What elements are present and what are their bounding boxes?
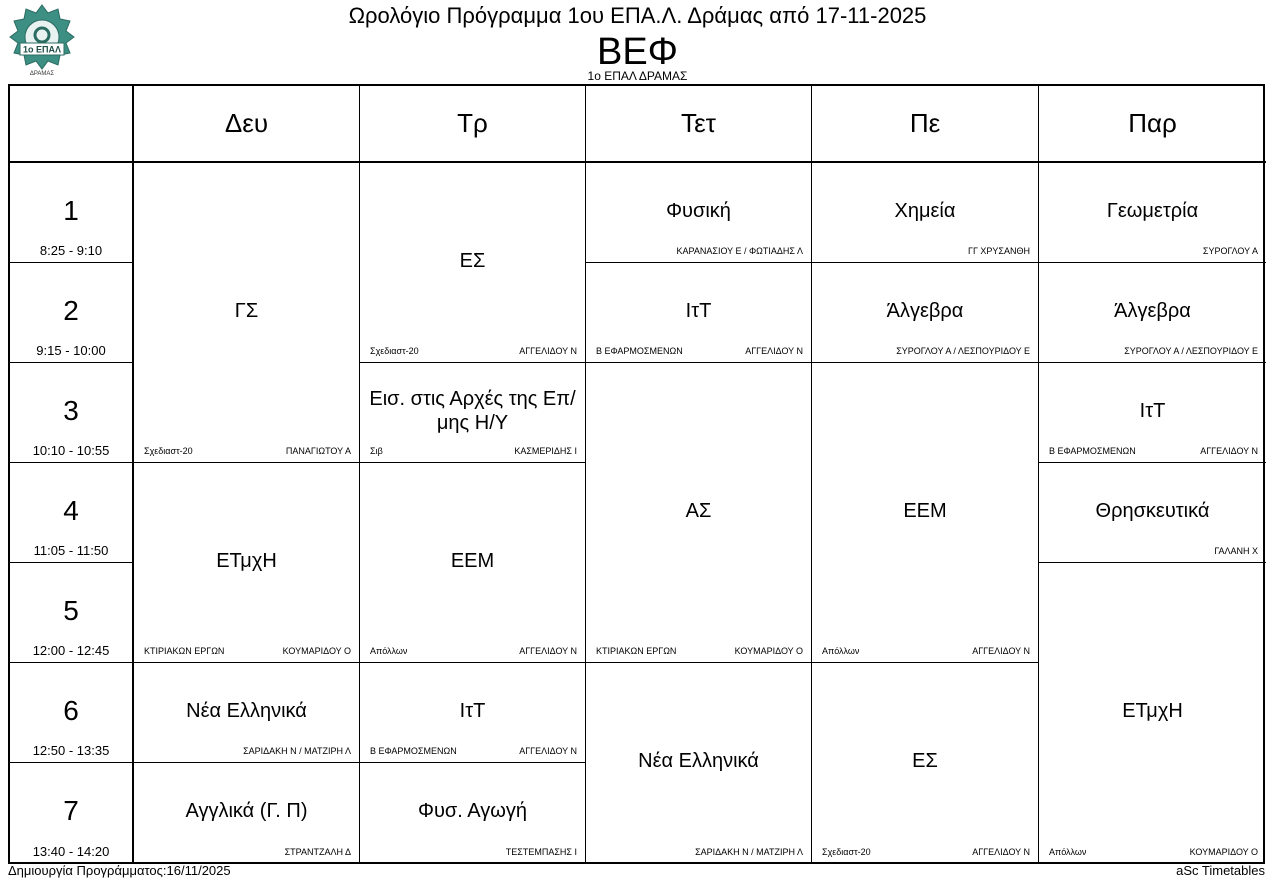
lesson-subject: Γεωμετρία — [1106, 200, 1199, 222]
lesson-card — [1039, 163, 1266, 263]
lesson-card — [134, 463, 360, 663]
lesson-room: Απόλλων — [370, 646, 408, 656]
period-number: 7 — [63, 795, 79, 826]
period-cell — [10, 463, 134, 563]
lesson-subject: ΕΤμχΗ — [216, 550, 277, 572]
lesson-teacher: ΑΓΓΕΛΙΔΟΥ Ν — [519, 646, 577, 656]
lesson-room: Σχεδιαστ-20 — [144, 446, 193, 456]
lesson-teacher: ΚΟΥΜΑΡΙΔΟΥ Ο — [734, 646, 803, 656]
day-header: Τρ — [360, 86, 586, 163]
lesson-teacher: ΚΑΡΑΝΑΣΙΟΥ Ε / ΦΩΤΙΑΔΗΣ Λ — [676, 246, 803, 256]
lesson-subject: Άλγεβρα — [886, 300, 964, 322]
lesson-card — [134, 663, 360, 763]
lesson-card — [1039, 463, 1266, 563]
period-time: 8:25 - 9:10 — [39, 243, 103, 258]
period-number: 3 — [63, 395, 79, 426]
period-cell — [10, 163, 134, 263]
lesson-card — [812, 663, 1039, 863]
lesson-teacher: ΚΟΥΜΑΡΙΔΟΥ Ο — [1189, 847, 1258, 857]
period-cell — [10, 763, 134, 863]
lesson-card — [360, 463, 586, 663]
lesson-teacher: ΑΓΓΕΛΙΔΟΥ Ν — [972, 847, 1030, 857]
lesson-teacher: ΚΑΣΜΕΡΙΔΗΣ Ι — [514, 446, 577, 456]
software-credit: aSc Timetables — [1176, 863, 1265, 878]
lesson-card — [134, 163, 360, 463]
day-header: Τετ — [586, 86, 812, 163]
lesson-subject: ΕΕΜ — [450, 550, 495, 572]
school-name: 1ο ΕΠΑΛ ΔΡΑΜΑΣ — [587, 69, 688, 83]
period-number: 6 — [63, 695, 79, 726]
lesson-card — [360, 763, 586, 863]
created-date: Δημιουργία Προγράμματος:16/11/2025 — [8, 863, 231, 878]
period-time: 11:05 - 11:50 — [33, 543, 109, 558]
lesson-subject: Νέα Ελληνικά — [638, 750, 759, 772]
lesson-card — [360, 163, 586, 363]
lesson-subject: Νέα Ελληνικά — [186, 700, 307, 722]
lesson-room: Σιβ — [370, 446, 383, 456]
period-number: 1 — [63, 195, 79, 226]
lesson-subject: Φυσική — [666, 200, 731, 222]
lesson-subject: Αγγλικά (Γ. Π) — [185, 800, 308, 822]
lesson-room: Απόλλων — [822, 646, 860, 656]
lesson-room: ΚΤΙΡΙΑΚΩΝ ΕΡΓΩΝ — [144, 646, 225, 656]
lesson-subject: Χημεία — [894, 200, 956, 222]
lesson-card — [1039, 363, 1266, 463]
lesson-room: Σχεδιαστ-20 — [822, 847, 871, 857]
lesson-card — [812, 263, 1039, 363]
lesson-card — [1039, 263, 1266, 363]
timetable-title: Ωρολόγιο Πρόγραμμα 1ου ΕΠΑ.Λ. Δράμας από 17-11-2025 — [348, 3, 927, 28]
lesson-subject: ΑΣ — [685, 500, 712, 522]
lesson-teacher: ΓΑΛΑΝΗ Χ — [1214, 546, 1258, 556]
lesson-card — [586, 663, 812, 863]
period-time: 12:50 - 13:35 — [32, 743, 110, 758]
lesson-card — [812, 363, 1039, 663]
lesson-teacher: ΣΥΡΟΓΛΟΥ Α — [1202, 246, 1258, 256]
period-cell — [10, 663, 134, 763]
lesson-subject: ΓΣ — [234, 300, 259, 322]
lesson-teacher: ΤΕΣΤΕΜΠΑΣΗΣ Ι — [505, 847, 577, 857]
day-header: Πε — [812, 86, 1039, 163]
svg-text:ΔΡΑΜΑΣ: ΔΡΑΜΑΣ — [29, 71, 55, 77]
lesson-card — [1039, 563, 1266, 863]
lesson-teacher: ΠΑΝΑΓΙΩΤΟΥ Α — [285, 446, 351, 456]
period-time: 12:00 - 12:45 — [32, 643, 110, 658]
lesson-teacher: ΓΓ ΧΡΥΣΑΝΘΗ — [968, 246, 1030, 256]
lesson-subject: ΙτΤ — [1139, 400, 1166, 422]
lesson-subject: ΕΣ — [912, 750, 938, 772]
lesson-card — [586, 163, 812, 263]
lesson-teacher: ΣΥΡΟΓΛΟΥ Α / ΛΕΣΠΟΥΡΙΔΟΥ Ε — [896, 346, 1030, 356]
lesson-room: ΚΤΙΡΙΑΚΩΝ ΕΡΓΩΝ — [596, 646, 677, 656]
period-cell — [10, 263, 134, 363]
lesson-card — [134, 763, 360, 863]
lesson-room: Απόλλων — [1049, 847, 1087, 857]
period-number: 2 — [63, 295, 79, 326]
lesson-teacher: ΑΓΓΕΛΙΔΟΥ Ν — [519, 746, 577, 756]
lesson-subject: Άλγεβρα — [1114, 300, 1191, 322]
lesson-teacher: ΑΓΓΕΛΙΔΟΥ Ν — [1200, 446, 1258, 456]
period-cell — [10, 563, 134, 663]
lesson-subject: Θρησκευτικά — [1095, 500, 1210, 522]
day-header: Παρ — [1039, 86, 1266, 163]
lesson-teacher: ΑΓΓΕΛΙΔΟΥ Ν — [972, 646, 1030, 656]
lesson-room: Β ΕΦΑΡΜΟΣΜΕΝΩΝ — [596, 346, 683, 356]
lesson-teacher: ΑΓΓΕΛΙΔΟΥ Ν — [519, 346, 577, 356]
lesson-room: Σχεδιαστ-20 — [370, 346, 419, 356]
lesson-teacher: ΣΑΡΙΔΑΚΗ Ν / ΜΑΤΖΙΡΗ Λ — [695, 847, 803, 857]
lesson-card — [360, 663, 586, 763]
period-time: 9:15 - 10:00 — [36, 343, 106, 358]
lesson-card — [586, 363, 812, 663]
period-time: 13:40 - 14:20 — [32, 844, 110, 859]
lesson-subject: ΙτΤ — [459, 700, 486, 722]
period-number: 4 — [63, 495, 79, 526]
lesson-card — [812, 163, 1039, 263]
lesson-card — [360, 363, 586, 463]
period-number: 5 — [63, 595, 79, 626]
lesson-room: Β ΕΦΑΡΜΟΣΜΕΝΩΝ — [370, 746, 457, 756]
period-cell — [10, 363, 134, 463]
lesson-teacher: ΚΟΥΜΑΡΙΔΟΥ Ο — [282, 646, 351, 656]
lesson-subject: ΕΕΜ — [903, 500, 947, 522]
class-name: ΒΕΦ — [596, 31, 678, 73]
svg-text:1ο ΕΠΑΛ: 1ο ΕΠΑΛ — [22, 44, 62, 55]
period-time: 10:10 - 10:55 — [32, 443, 110, 458]
timetable-grid — [8, 84, 1265, 864]
lesson-teacher: ΑΓΓΕΛΙΔΟΥ Ν — [745, 346, 803, 356]
lesson-room: Β ΕΦΑΡΜΟΣΜΕΝΩΝ — [1049, 446, 1136, 456]
lesson-card — [586, 263, 812, 363]
lesson-subject: ΕΤμχΗ — [1122, 700, 1183, 722]
lesson-subject: ΙτΤ — [685, 300, 712, 322]
corner-cell — [10, 86, 134, 163]
lesson-teacher: ΣΥΡΟΓΛΟΥ Α / ΛΕΣΠΟΥΡΙΔΟΥ Ε — [1124, 346, 1258, 356]
lesson-subject: Εισ. στις Αρχές της Επ/μης Η/Υ — [369, 388, 576, 434]
lesson-subject: Φυσ. Αγωγή — [418, 800, 527, 822]
day-header: Δευ — [134, 86, 360, 163]
lesson-teacher: ΣΤΡΑΝΤΖΑΛΗ Δ — [284, 847, 351, 857]
lesson-teacher: ΣΑΡΙΔΑΚΗ Ν / ΜΑΤΖΙΡΗ Λ — [243, 746, 351, 756]
lesson-subject: ΕΣ — [459, 250, 486, 272]
